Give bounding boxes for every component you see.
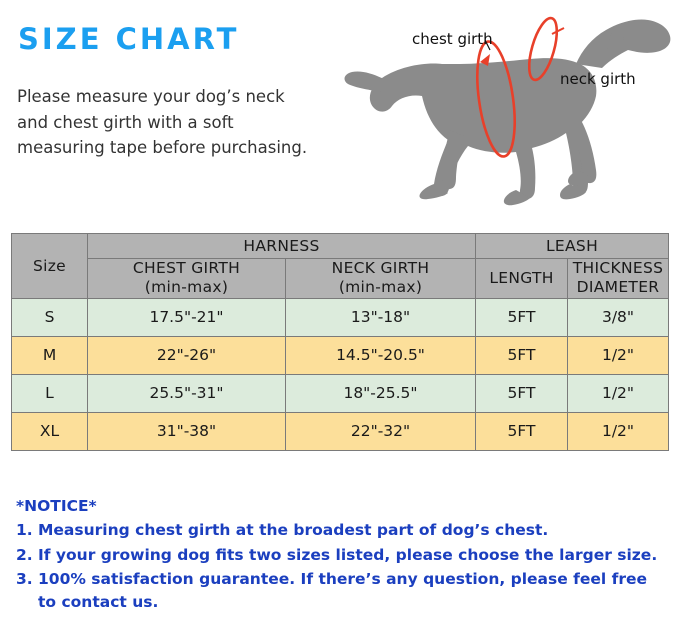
cell-chest: 31"-38" — [88, 412, 286, 450]
cell-size: M — [12, 336, 88, 374]
notice-item — [16, 519, 666, 542]
cell-thickness: 1/2" — [568, 412, 669, 450]
notice-item-number: 2. — [16, 545, 33, 564]
column-header-length: LENGTH — [476, 259, 568, 299]
header-section — [0, 0, 679, 228]
column-header-neck-girth-sub: (min-max) — [338, 278, 423, 297]
dog-graphic-svg — [330, 4, 675, 226]
notice-item-number: 3. — [16, 569, 33, 588]
dog-illustration — [330, 4, 675, 226]
column-header-size: Size — [12, 234, 88, 299]
column-header-neck-girth — [286, 259, 476, 299]
cell-chest: 25.5"-31" — [88, 374, 286, 412]
table-row — [12, 336, 669, 374]
column-header-thickness — [568, 259, 669, 299]
column-header-chest-girth-sub: (min-max) — [144, 278, 229, 297]
cell-thickness: 1/2" — [568, 374, 669, 412]
table-row — [12, 298, 669, 336]
table-group-header-row — [12, 234, 669, 259]
neck-girth-label: neck girth — [560, 70, 636, 88]
notice-list — [16, 519, 666, 614]
table-row — [12, 374, 669, 412]
cell-length: 5FT — [476, 374, 568, 412]
notice-item-text: Measuring chest girth at the broadest part of dog’s chest. — [38, 521, 549, 540]
cell-neck: 18"-25.5" — [286, 374, 476, 412]
intro-text: Please measure your dog’s neck and chest girth with a soft measuring tape before purchasing. — [17, 87, 308, 158]
notice-item — [16, 568, 666, 615]
notice-item — [16, 544, 666, 567]
column-header-chest-girth — [88, 259, 286, 299]
page-title: SIZE CHART — [18, 22, 240, 56]
cell-thickness: 3/8" — [568, 298, 669, 336]
cell-length: 5FT — [476, 336, 568, 374]
group-header-leash: LEASH — [476, 234, 669, 259]
cell-chest: 22"-26" — [88, 336, 286, 374]
cell-thickness: 1/2" — [568, 336, 669, 374]
cell-neck: 13"-18" — [286, 298, 476, 336]
size-table-wrapper — [11, 233, 668, 451]
cell-size: XL — [12, 412, 88, 450]
size-table — [11, 233, 669, 451]
column-header-neck-girth-main: NECK GIRTH — [331, 259, 430, 277]
chest-girth-label: chest girth — [412, 30, 493, 48]
cell-neck: 14.5"-20.5" — [286, 336, 476, 374]
table-column-header-row — [12, 259, 669, 299]
cell-chest: 17.5"-21" — [88, 298, 286, 336]
notice-item-text: 100% satisfaction guarantee. If there’s any question, please feel free to contact us. — [38, 569, 648, 611]
cell-neck: 22"-32" — [286, 412, 476, 450]
table-row — [12, 412, 669, 450]
notice-item-number: 1. — [16, 521, 33, 540]
cell-length: 5FT — [476, 298, 568, 336]
notice-title: *NOTICE* — [16, 497, 97, 515]
column-header-chest-girth-main: CHEST GIRTH — [132, 259, 241, 277]
notice-section — [16, 495, 666, 615]
cell-size: S — [12, 298, 88, 336]
cell-length: 5FT — [476, 412, 568, 450]
column-header-thickness-sub: DIAMETER — [576, 278, 660, 297]
cell-size: L — [12, 374, 88, 412]
notice-item-text: If your growing dog fits two sizes listed, please choose the larger size. — [38, 545, 658, 564]
column-header-thickness-main: THICKNESS — [572, 259, 664, 277]
group-header-harness: HARNESS — [88, 234, 476, 259]
